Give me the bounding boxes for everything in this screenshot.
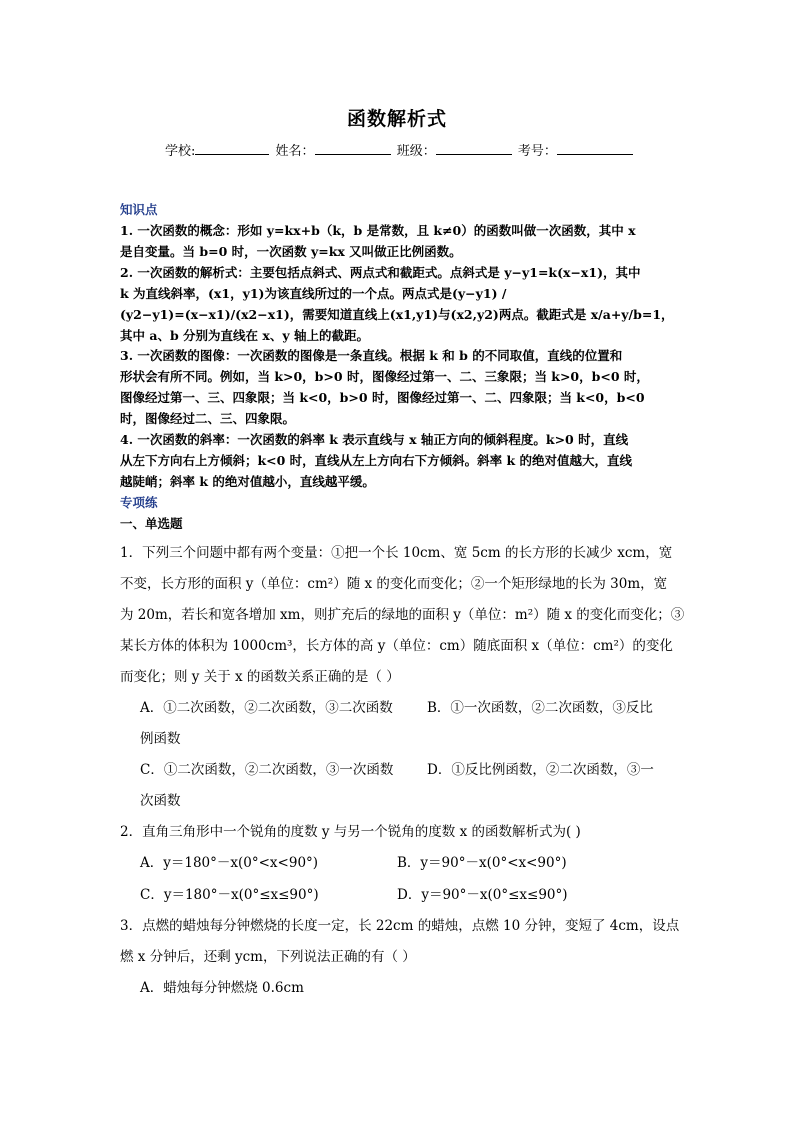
option-d[interactable]: D．y＝90°－x(0°≤x≤90°) bbox=[397, 887, 568, 903]
question-stem-line: 燃 x 分钟后，还剩 ycm，下列说法正确的有（ ） bbox=[120, 949, 416, 965]
option-d-continued: 次函数 bbox=[140, 793, 181, 809]
knowledge-heading: 知识点 bbox=[120, 202, 158, 217]
name-blank[interactable] bbox=[315, 141, 391, 155]
option-a[interactable]: A．y＝180°－x(0°<x<90°) bbox=[140, 855, 319, 871]
knowledge-line: 1. 一次函数的概念：形如 y=kx+b（k，b 是常数，且 k≠0）的函数叫做一次函数，其中 x bbox=[120, 223, 636, 238]
option-b[interactable]: B．y＝90°－x(0°<x<90°) bbox=[397, 855, 567, 871]
question-stem-line: 3．点燃的蜡烛每分钟燃烧的长度一定，长 22cm 的蜡烛，点燃 10 分钟，变短了 4cm，设点 bbox=[120, 918, 680, 934]
option-a[interactable]: A．①二次函数，②二次函数，③二次函数 bbox=[140, 700, 393, 716]
question-stem-line: 而变化；则 y 关于 x 的函数关系正确的是（ ） bbox=[120, 669, 400, 685]
knowledge-line: 是自变量。当 b=0 时，一次函数 y=kx 又叫做正比例函数。 bbox=[120, 244, 462, 259]
option-d[interactable]: D．①反比例函数，②二次函数，③一 bbox=[427, 762, 654, 778]
knowledge-line: 形状会有所不同。例如，当 k>0，b>0 时，图像经过第一、二、三象限；当 k>0，b<0 时， bbox=[120, 369, 649, 384]
question-stem-line: 2．直角三角形中一个锐角的度数 y 与另一个锐角的度数 x 的函数解析式为( ) bbox=[120, 824, 581, 840]
class-blank[interactable] bbox=[436, 141, 512, 155]
section-heading: 一、单选题 bbox=[120, 516, 183, 531]
option-c[interactable]: C．①二次函数，②二次函数，③一次函数 bbox=[140, 762, 394, 778]
knowledge-line: 其中 a、b 分别为直线在 x、y 轴上的截距。 bbox=[120, 328, 369, 343]
question-stem-line: 某长方体的体积为 1000cm³，长方体的高 y（单位：cm）随底面积 x（单位：cm²）的变化 bbox=[120, 638, 673, 654]
knowledge-line: 从左下方向右上方倾斜；k<0 时，直线从左上方向右下方倾斜。斜率 k 的绝对值越大，直线 bbox=[120, 453, 633, 468]
question-stem-line: 不变，长方形的面积 y（单位：cm²）随 x 的变化而变化；②一个矩形绿地的长为 30m，宽 bbox=[120, 576, 668, 592]
option-b-continued: 例函数 bbox=[140, 731, 181, 747]
knowledge-line: 时，图像经过二、三、四象限。 bbox=[120, 411, 296, 426]
knowledge-line: 4. 一次函数的斜率：一次函数的斜率 k 表示直线与 x 轴正方向的倾斜程度。k>0 时，直线 bbox=[120, 432, 629, 447]
practice-heading: 专项练 bbox=[120, 495, 158, 510]
option-c[interactable]: C．y＝180°－x(0°≤x≤90°) bbox=[140, 887, 319, 903]
school-label: 学校: bbox=[165, 144, 196, 159]
school-blank[interactable] bbox=[195, 141, 269, 155]
knowledge-line: 越陡峭；斜率 k 的绝对值越小，直线越平缓。 bbox=[120, 474, 375, 489]
knowledge-line: 3. 一次函数的图像：一次函数的图像是一条直线。根据 k 和 b 的不同取值，直线的位置和 bbox=[120, 348, 623, 363]
question-stem-line: 1．下列三个问题中都有两个变量：①把一个长 10cm、宽 5cm 的长方形的长减少 xcm，宽 bbox=[120, 545, 673, 561]
option-b[interactable]: B．①一次函数，②二次函数，③反比 bbox=[427, 700, 653, 716]
exam-number-label: 考号： bbox=[517, 144, 557, 159]
knowledge-line: k 为直线斜率，(x1，y1)为该直线所过的一个点。两点式是(y−y1) / bbox=[120, 286, 507, 301]
class-label: 班级： bbox=[396, 144, 436, 159]
exam-number-blank[interactable] bbox=[557, 141, 633, 155]
knowledge-line: (y2−y1)=(x−x1)/(x2−x1)，需要知道直线上(x1,y1)与(x2,y2)两点。截距式是 x/a+y/b=1， bbox=[120, 307, 674, 322]
option-a[interactable]: A．蜡烛每分钟燃烧 0.6cm bbox=[140, 980, 304, 996]
page-title: 函数解析式 bbox=[346, 108, 447, 130]
student-info-line bbox=[165, 140, 635, 159]
knowledge-line: 图像经过第一、三、四象限；当 k<0，b>0 时，图像经过第一、二、四象限；当 k<0，b<0 bbox=[120, 390, 645, 405]
question-stem-line: 为 20m，若长和宽各增加 xm，则扩充后的绿地的面积 y（单位：m²）随 x 的变化而变化；③ bbox=[120, 607, 685, 623]
name-label: 姓名： bbox=[275, 144, 315, 159]
knowledge-line: 2. 一次函数的解析式：主要包括点斜式、两点式和截距式。点斜式是 y−y1=k(x−x1)，其中 bbox=[120, 265, 641, 280]
